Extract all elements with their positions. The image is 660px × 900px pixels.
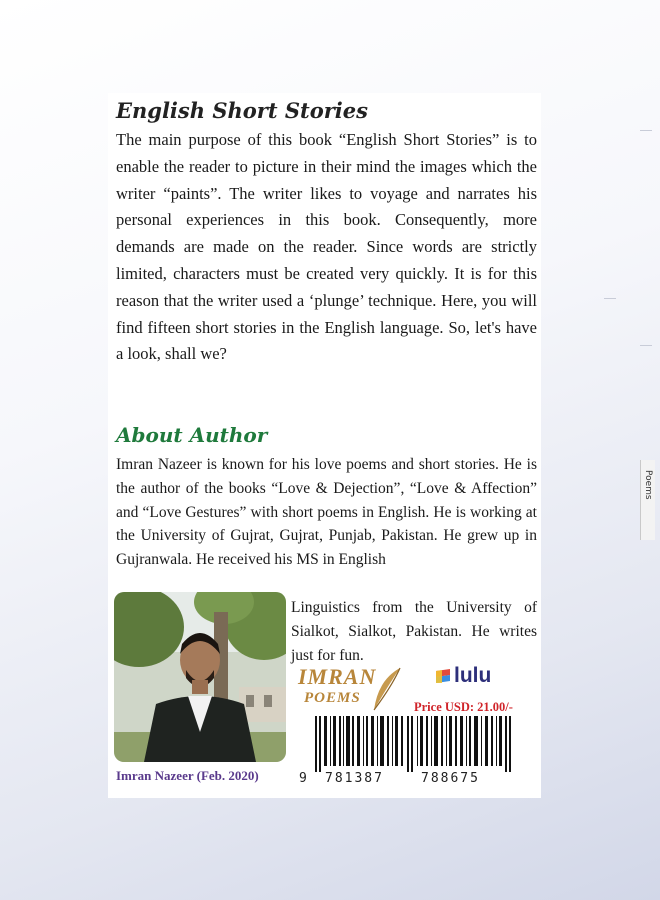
edge-mark — [604, 298, 616, 299]
barcode-prefix: 9 — [299, 771, 309, 786]
isbn-barcode — [297, 716, 535, 792]
author-photo — [114, 592, 286, 762]
imran-poems-logo — [298, 664, 408, 716]
lulu-logo — [434, 664, 514, 690]
price-label: Price USD: 21.00/- — [414, 700, 513, 714]
author-bio-part1: Imran Nazeer is known for his love poems and short stories. He is the author of the books “Love & Dejection”, “Love & Affection” and “Love Gestures” with short poems in English. He is working at the University of Gujrat, Gujrat, Punjab, Pakistan. He grew up in Gujranwala. He received his MS in English — [116, 456, 537, 569]
photo-caption: Imran Nazeer (Feb. 2020) — [116, 768, 259, 783]
lulu-wordmark: lulu — [454, 664, 492, 687]
book-description: The main purpose of this book “English Short Stories” is to enable the reader to picture in their mind the images which the writer “paints”. The writer likes to voyage and narrates his personal experiences in this book. Consequently, more demands are made on the reader. Since words are strictly limited, characters must be created very quickly. It is for this reason that the writer used a ‘plunge’ technique. Here, you will find fifteen short stories in the English language. So, let's have a look, shall we? — [116, 130, 537, 364]
lulu-flag-icon — [434, 667, 452, 687]
quill-icon — [370, 666, 404, 712]
edge-mark — [640, 130, 652, 131]
edge-mark — [640, 345, 652, 346]
about-author-heading: About Author — [116, 423, 268, 447]
book-title: English Short Stories — [116, 98, 368, 123]
barcode-group2: 788675 — [421, 771, 480, 786]
spine-label: Poems — [643, 470, 653, 500]
barcode-bars — [297, 716, 535, 772]
imprint-line1: IMRAN — [298, 664, 377, 689]
author-bio-part2: Linguistics from the University of Sialkot, Sialkot, Pakistan. He writes just for fun. — [291, 599, 537, 664]
barcode-group1: 781387 — [325, 771, 384, 786]
imprint-line2: POEMS — [304, 690, 361, 706]
